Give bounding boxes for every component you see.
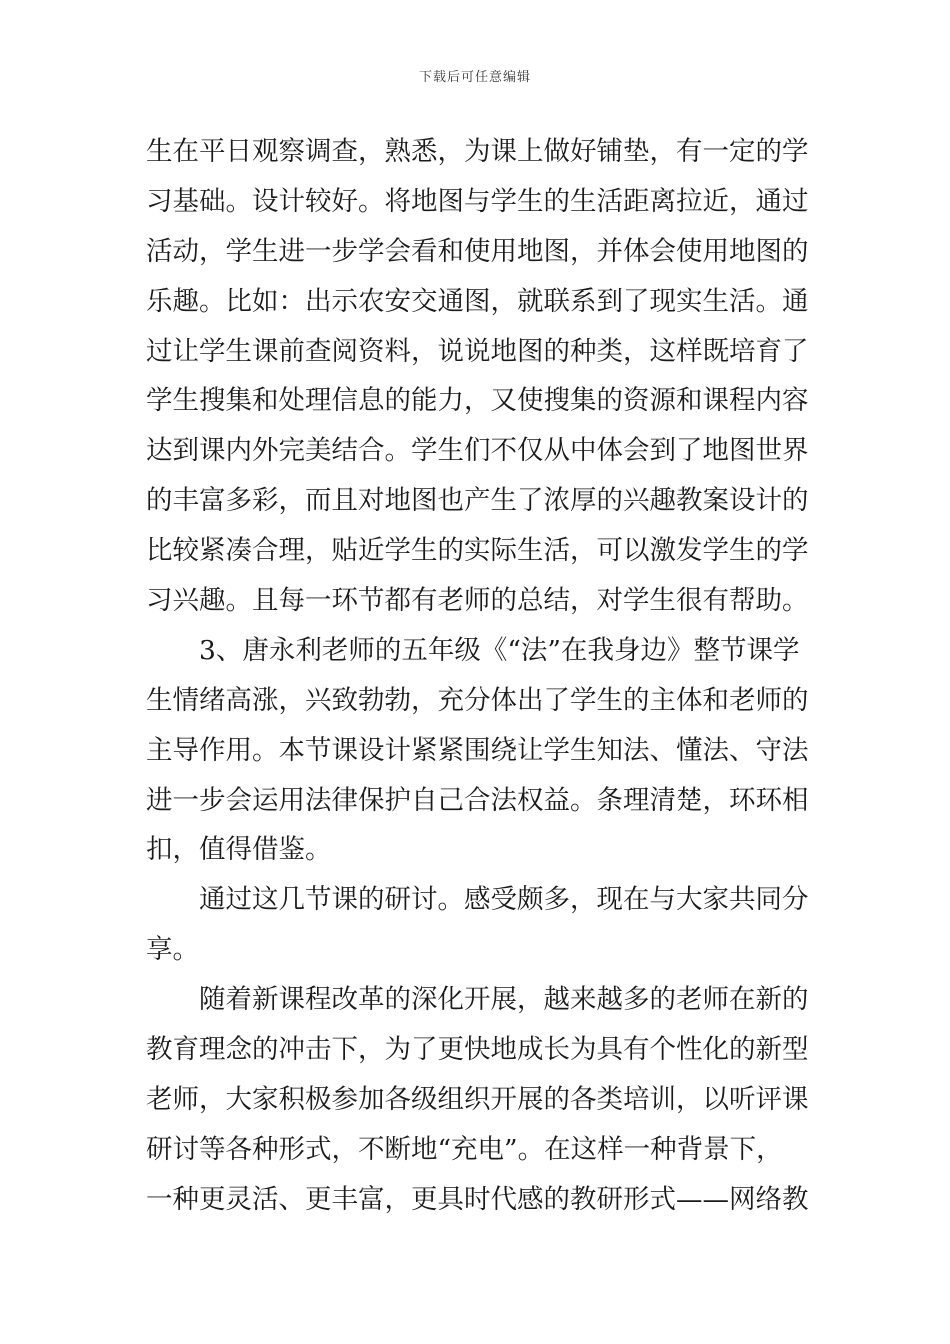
text-line: 享。 (146, 934, 199, 966)
text-line: 进一步会运用法律保护自己合法权益。条理清楚，环环相 (146, 784, 809, 816)
text-line: 生在平日观察调查，熟悉，为课上做好铺垫，有一定的学 (146, 136, 809, 167)
text-line: 的丰富多彩，而且对地图也产生了浓厚的兴趣教案设计的 (146, 485, 809, 517)
text-line: 一种更灵活、更丰富，更具时代感的教研形式——网络教 (146, 1183, 809, 1215)
text-line: 主导作用。本节课设计紧紧围绕让学生知法、懂法、守法 (146, 734, 809, 766)
body-text (146, 127, 836, 1225)
text-line: 扣，值得借鉴。 (146, 834, 332, 866)
text-line: 过让学生课前查阅资料，说说地图的种类，这样既培育了 (146, 335, 809, 367)
text-line: 老师，大家积极参加各级组织开展的各类培训，以听评课 (146, 1083, 809, 1115)
paragraph-start-line: 通过这几节课的研讨。感受颇多，现在与大家共同分 (199, 884, 809, 916)
paragraph-start-line: 随着新课程改革的深化开展，越来越多的老师在新的 (199, 984, 809, 1016)
text-line: 比较紧凑合理，贴近学生的实际生活，可以激发学生的学 (146, 535, 809, 567)
text-line: 习兴趣。且每一环节都有老师的总结，对学生很有帮助。 (146, 585, 809, 617)
text-line: 达到课内外完美结合。学生们不仅从中体会到了地图世界 (146, 435, 809, 467)
text-line: 乐趣。比如：出示农安交通图，就联系到了现实生活。通 (146, 285, 809, 317)
text-line: 教育理念的冲击下，为了更快地成长为具有个性化的新型 (146, 1034, 809, 1066)
text-line: 习基础。设计较好。将地图与学生的生活距离拉近，通过 (146, 185, 809, 217)
text-line: 学生搜集和处理信息的能力，又使搜集的资源和课程内容 (146, 385, 809, 417)
text-line: 生情绪高涨，兴致勃勃，充分体出了学生的主体和老师的 (146, 684, 809, 716)
page-header-note: 下载后可任意编辑 (418, 70, 531, 85)
text-line: 研讨等各种形式，不断地“充电”。在这样一种背景下， (146, 1133, 783, 1165)
text-line: 活动，学生进一步学会看和使用地图，并体会使用地图的 (146, 235, 809, 267)
paragraph-start-line: 3、唐永利老师的五年级《“法”在我身边》整节课学 (199, 634, 800, 666)
